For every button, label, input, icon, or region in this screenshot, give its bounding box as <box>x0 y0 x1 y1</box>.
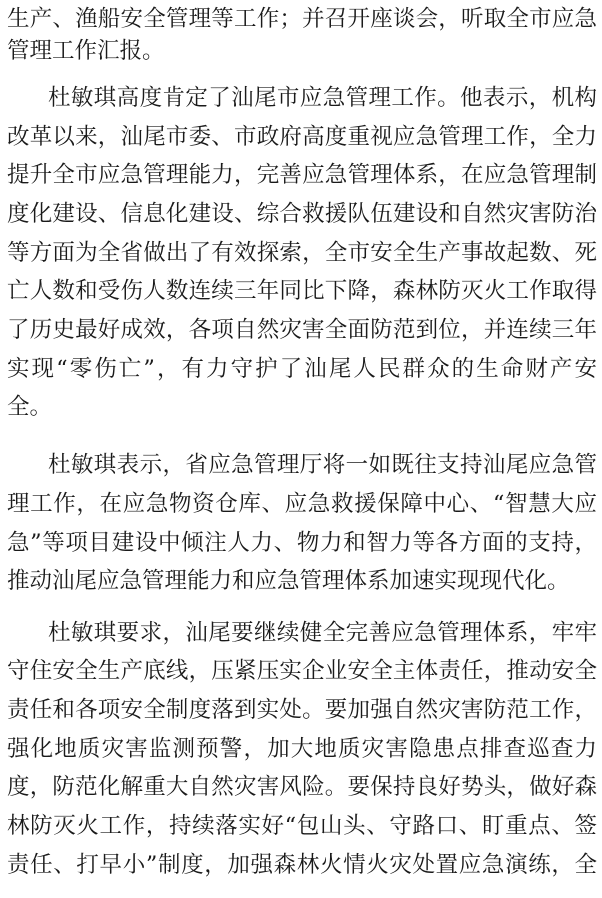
text-line: 责任、打早小”制度，加强森林火情火灾处置应急演练，全 <box>7 852 597 878</box>
text-line: 提升全市应急管理能力，完善应急管理体系，在应急管理制 <box>7 162 597 188</box>
text-line: 管理工作汇报。 <box>7 38 165 64</box>
text-line: 杜敏琪要求，汕尾要继续健全完善应急管理体系，牢牢 <box>48 620 597 646</box>
text-line: 理工作，在应急物资仓库、应急救援保障中心、“智慧大应 <box>7 491 597 517</box>
text-line: 度化建设、信息化建设、综合救援队伍建设和自然灾害防治 <box>7 201 597 227</box>
text-line: 责任和各项安全制度落到实处。要加强自然灾害防范工作， <box>7 697 597 723</box>
text-line: 亡人数和受伤人数连续三年同比下降，森林防灭火工作取得 <box>7 278 597 304</box>
text-line: 急”等项目建设中倾注人力、物力和智力等各方面的支持， <box>7 530 597 556</box>
text-line: 林防灭火工作，持续落实好“包山头、守路口、盯重点、签 <box>7 813 597 839</box>
text-line: 度，防范化解重大自然灾害风险。要保持良好势头，做好森 <box>7 774 597 800</box>
text-line: 杜敏琪高度肯定了汕尾市应急管理工作。他表示，机构 <box>48 85 597 111</box>
text-line: 等方面为全省做出了有效探索，全市安全生产事故起数、死 <box>7 240 597 266</box>
text-line: 生产、渔船安全管理等工作；并召开座谈会，听取全市应急 <box>7 6 597 32</box>
text-line: 强化地质灾害监测预警，加大地质灾害隐患点排查巡查力 <box>7 736 597 762</box>
text-line: 实现“零伤亡”，有力守护了汕尾人民群众的生命财产安 <box>7 356 597 382</box>
text-line: 了历史最好成效，各项自然灾害全面防范到位，并连续三年 <box>7 317 597 343</box>
text-line: 杜敏琪表示，省应急管理厅将一如既往支持汕尾应急管 <box>48 452 597 478</box>
text-line: 改革以来，汕尾市委、市政府高度重视应急管理工作，全力 <box>7 124 597 150</box>
text-line: 守住安全生产底线，压紧压实企业安全主体责任，推动安全 <box>7 658 597 684</box>
text-line: 推动汕尾应急管理能力和应急管理体系加速实现现代化。 <box>7 568 570 594</box>
text-line: 全。 <box>7 394 53 420</box>
